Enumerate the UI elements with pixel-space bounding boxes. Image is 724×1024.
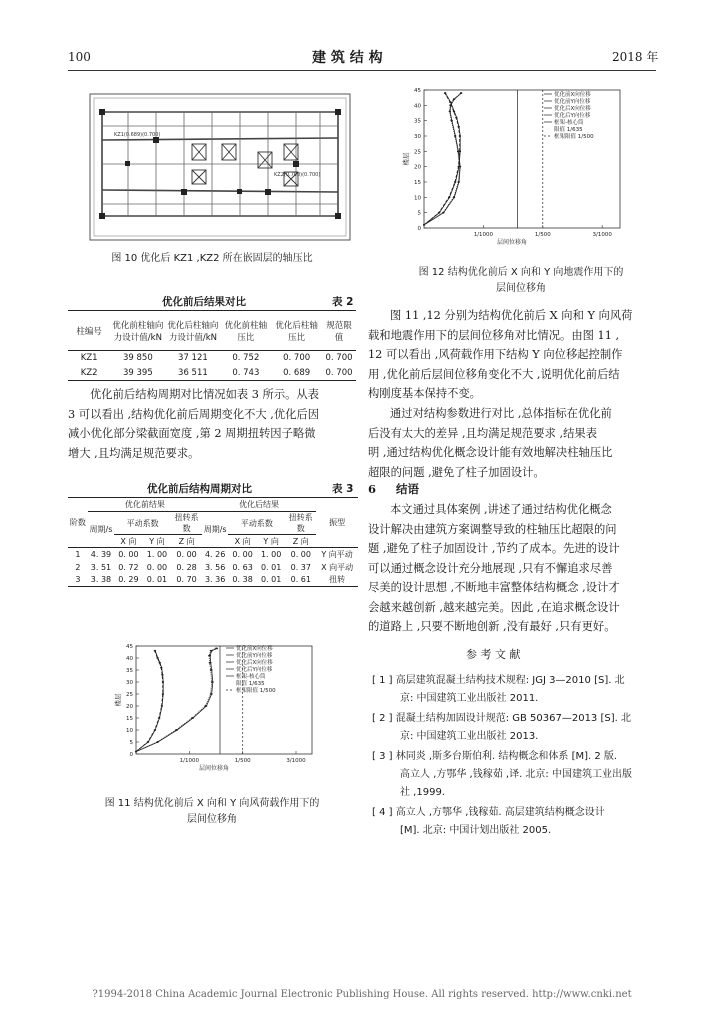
section-6-heading [368,481,419,497]
t3-cell: 0. 70 [176,575,197,585]
t3-sub-x: X 向 [234,536,251,546]
data-point [423,224,425,226]
data-point [459,135,461,137]
year: 2018 年 [612,50,659,64]
text-line: 后没有太大的差异 ,且均满足规范要求 ,结果表 [368,426,598,440]
t3-cell: 3. 51 [90,562,112,572]
data-point [157,657,159,659]
text-line: 减小优化部分梁截面宽度 ,第 2 周期扭转因子略微 [68,427,316,440]
figure-10 [88,92,352,242]
t2-header-col: 优化后柱轴压比 [275,320,318,343]
kz2-label: KZ2(0.700)(0.700) [274,172,321,178]
data-point [192,717,194,719]
t3-sub-x: X 向 [120,536,137,546]
t3-cell: 0. 28 [176,562,197,572]
data-point [157,741,159,743]
t3-cell: 3. 36 [204,575,226,585]
y-tick-label: 5 [417,210,421,217]
journal-title: 建 筑 结 构 [312,50,383,66]
t3-cell: 扭转 [329,575,346,585]
series-line [136,648,217,751]
data-point [161,705,163,707]
t2-cell: KZ1 [80,353,98,364]
data-point [455,135,457,137]
y-tick-label: 0 [417,226,421,232]
t2-cell: 36 511 [178,367,208,378]
x-tick-label: 1/1000 [473,232,494,238]
data-point [154,729,156,731]
y-tick-label: 15 [126,716,133,722]
table-2-number: 表 2 [332,296,354,308]
reference-2 [372,710,656,746]
data-point [450,101,452,103]
text-line: 3 可以看出 ,结构优化前后周期变化不大 ,优化后因 [68,407,320,421]
data-point [209,655,211,657]
y-tick-label: 30 [126,680,133,686]
data-point [162,681,164,683]
t3-cell: 0. 01 [146,575,168,585]
legend-entry: 限值 1/635 [236,681,265,687]
t3-header-period: 周期/s [88,512,114,548]
data-point [135,751,137,753]
figure-11-caption [68,796,356,828]
data-point [212,681,214,683]
legend-entry: 框架限值 1/500 [554,134,594,140]
t3-cell: 0. 61 [290,575,311,585]
legend-entry: 优化后X向位移 [236,660,273,666]
y-tick-label: 30 [414,134,421,140]
text-line: 可以通过概念设计充分地展现 ,只有不懈追求尽善 [368,561,613,575]
text-line: 明 ,通过结构优化概念设计能有效地解决柱轴压比 [368,446,613,459]
t3-header-mode: 振型 [316,498,358,548]
t3-cell: 4. 26 [204,549,226,559]
data-point [211,669,213,671]
y-tick-label: 20 [414,164,421,171]
text-line: 增大 ,且均满足规范要求。 [68,446,200,460]
y-tick-label: 40 [414,103,421,110]
t3-cell: 1. 00 [260,549,282,559]
t3-cell: 0. 00 [232,549,253,559]
figure-12-caption [386,265,656,297]
data-point [211,693,213,695]
data-point [206,705,208,707]
data-point [161,667,163,669]
text-line: 设计解决由建筑方案调整导致的柱轴压比超限的问 [368,522,617,536]
t3-cell: 3 [75,575,81,585]
t2-cell: 0. 689 [283,367,311,378]
y-tick-label: 5 [129,740,133,746]
data-point [450,104,452,106]
data-point [458,181,460,183]
table-3-title: 优化前后结构周期对比 [147,483,252,495]
series-line [424,93,460,225]
t3-cell: 0. 01 [260,575,282,585]
t3-cell: 0. 00 [118,549,139,559]
figure-12-chart [396,84,638,252]
t3-sub-y: Y 向 [263,536,279,546]
t3-group-before: 优化前结果 [88,498,202,512]
ref-line: [ 1 ] 高层建筑混凝土结构技术规程: JGJ 3—2010 [S]. 北 [372,675,625,686]
legend-entry: 优化后Y向位移 [236,667,273,673]
t2-cell: 39 395 [122,367,153,378]
data-point [216,648,218,650]
data-point [159,662,161,664]
y-tick-label: 10 [414,195,421,202]
y-tick-label: 15 [414,180,421,186]
section-number: 6 [368,482,377,496]
y-tick-label: 40 [126,656,133,662]
text-line: 题 ,避免了柱子加固设计 ,节约了成本。先进的设计 [368,542,620,555]
reference-1 [372,672,656,708]
header-rule [68,70,656,71]
kz1-label: KZ1(0.689)(0.700) [114,132,161,138]
x-tick-label: 1/500 [534,232,551,238]
t3-cell: 1. 00 [146,549,168,559]
paragraph-conclusion [368,500,656,637]
legend-entry: 优化前X向位移 [554,92,591,98]
legend-entry: 框架-核心筒 [554,120,584,126]
t3-cell: 0. 01 [260,562,282,572]
t2-cell: 0. 752 [232,353,260,364]
text-line: 尽美的设计思想 ,不断地丰富整体结构概念 ,设计才 [368,581,620,594]
t3-header-trans: 平动系数 [228,512,285,535]
t2-header-col: 规范限值 [326,320,352,343]
text-line: 载和地震作用下的层间位移角对比情况。由图 11 , [368,328,620,342]
data-point [162,674,164,676]
text-line: 的道路上 ,只要不断地创新 ,没有最好 ,只有更好。 [368,620,616,633]
y-axis-label: 楼层 [402,152,410,166]
t2-header-col: 优化前柱轴向力设计值/kN [112,320,164,343]
t3-cell: 3. 56 [204,562,226,572]
ref-line: 京: 中国建筑工业出版社 2013. [400,731,539,742]
t2-header-col: 优化后柱轴向力设计值/kN [167,320,219,343]
data-point [162,693,164,695]
data-point [456,117,458,119]
t2-cell: 0. 743 [232,367,260,378]
ref-line: [ 3 ] 林同炎 ,斯多台斯伯利. 结构概念和体系 [M]. 2 版. [372,751,618,762]
caption-line: 图 12 结构优化前后 X 向和 Y 向地震作用下的 [418,267,624,278]
x-axis-label: 层间位移角 [496,239,528,246]
t3-sub-z: Z 向 [178,536,195,546]
text-line: 本文通过具体案例 ,讲述了通过结构优化概念 [390,503,612,516]
t3-cell: 0. 00 [146,562,168,572]
data-point [458,126,460,128]
data-point [459,150,461,152]
t2-header-col: 柱编号 [76,326,102,337]
paragraph-drift-comparison [368,306,656,404]
legend-entry: 框架限值 1/500 [236,688,276,694]
data-point [439,212,441,214]
t2-cell: 37 121 [178,353,208,364]
t2-cell: 0. 700 [325,353,353,364]
paragraph-parameter-comparison [368,404,656,482]
text-line: 12 可以看出 ,风荷载作用下结构 Y 向位移起控制作 [368,348,623,361]
table-3-number: 表 3 [332,483,354,495]
ref-line: [M]. 北京: 中国计划出版社 2005. [400,825,552,836]
t3-cell: Y 向平动 [321,549,353,559]
y-tick-label: 45 [126,644,133,650]
text-line: 会越来越创新 ,越来越完美。因此 ,在追求概念设计 [368,600,620,614]
t3-cell: 1 [75,549,81,559]
data-point [444,92,446,94]
t3-header-tors: 扭转系数 [171,512,202,535]
data-point [461,92,463,94]
data-point [449,196,451,198]
t3-cell: 0. 72 [118,562,139,572]
t3-cell: 4. 39 [90,549,112,559]
table-row [68,574,358,587]
y-tick-label: 35 [414,118,421,125]
t2-cell: KZ2 [80,367,98,378]
data-point [458,150,460,152]
floor-plan-drawing [88,92,352,242]
t2-cell: 0. 700 [283,353,311,364]
t3-cell: X 向平动 [321,562,354,572]
text-line: 超限的问题 ,避免了柱子加固设计。 [368,465,545,479]
x-tick-label: 1/1000 [179,758,200,764]
ref-line: [ 2 ] 混凝土结构加固设计规范: GB 50367—2013 [S]. 北 [372,713,631,724]
data-point [451,120,453,122]
table-2 [68,310,356,381]
series-line [136,648,216,751]
ref-line: [ 4 ] 高立人 ,方鄂华 ,钱稼茹. 高层建筑结构概念设计 [372,807,605,818]
y-tick-label: 10 [126,728,133,734]
paragraph-period-comparison [68,385,358,463]
t2-cell: 39 850 [122,353,153,364]
figure-11-chart [108,640,330,776]
data-point [449,111,451,113]
t3-cell: 3. 38 [90,575,112,585]
t2-cell: 0. 700 [325,367,353,378]
t3-cell: 0. 37 [290,562,311,572]
x-tick-label: 1/500 [234,758,251,764]
t3-cell: 2 [75,562,81,572]
x-axis-label: 层间位移角 [198,765,230,772]
text-line: 构刚度基本保持不变。 [368,387,481,400]
legend-entry: 优化后Y向位移 [554,113,591,119]
table-2-title: 优化前后结果对比 [162,296,246,308]
text-line: 图 11 ,12 分别为结构优化前后 X 向和 Y 向风荷 [390,309,633,322]
t3-sub-y: Y 向 [149,536,165,546]
ref-line: 社 ,1999. [400,787,445,798]
data-point [147,741,149,743]
legend-entry: 优化前Y向位移 [554,99,591,105]
y-tick-label: 35 [126,668,133,674]
y-axis-label: 楼层 [114,693,122,707]
data-point [459,166,461,168]
text-line: 用 ,优化前后层间位移角变化不大 ,说明优化前后结 [368,367,620,381]
page-number: 100 [68,50,91,64]
text-line: 优化前后结构周期对比情况如表 3 所示。从表 [90,388,320,401]
t3-header-order: 阶数 [68,498,88,548]
table-row [68,548,358,561]
t3-cell: 0. 63 [232,562,253,572]
data-point [453,196,455,198]
t3-header-period: 周期/s [202,512,228,548]
series-line [424,93,461,225]
ref-line: 高立人 ,方鄂华 ,钱稼茹 ,译. 北京: 中国建筑工业出版 [400,769,632,780]
y-tick-label: 25 [414,149,421,156]
t3-cell: 0. 00 [176,549,197,559]
t3-sub-z: Z 向 [292,536,309,546]
table-row [68,351,356,366]
t3-cell: 0. 29 [118,575,139,585]
data-point [453,111,455,113]
series-line [424,93,461,225]
data-point [455,181,457,183]
data-point [211,650,213,652]
table-3 [68,497,358,587]
t3-header-trans: 平动系数 [114,512,171,535]
t3-header-tors: 扭转系数 [285,512,316,535]
series-line [424,93,460,225]
legend-entry: 优化后X向位移 [554,106,591,112]
legend-entry: 优化前X向位移 [236,646,273,652]
data-point [154,650,156,652]
data-point [443,212,445,214]
y-tick-label: 25 [126,692,133,698]
data-point [176,729,178,731]
y-tick-label: 20 [126,704,133,710]
text-line: 通过对结构参数进行对比 ,总体指标在优化前 [390,407,612,420]
data-point [453,98,455,100]
section-title: 结语 [396,482,420,496]
series-line [136,651,163,752]
t3-cell: 0. 00 [290,549,311,559]
y-tick-label: 45 [414,88,421,94]
references-title: 参 考 文 献 [466,648,521,661]
series-line [136,651,163,752]
table-row [68,366,356,381]
t3-cell: 0. 38 [232,575,253,585]
t2-header-col: 优化前柱轴压比 [224,320,268,343]
y-tick-label: 0 [129,752,133,758]
data-point [159,717,161,719]
legend-entry: 限值 1/635 [554,127,583,133]
legend-entry: 优化前Y向位移 [236,653,273,659]
x-tick-label: 3/1000 [592,232,612,238]
data-point [210,662,212,664]
caption-line: 层间位移角 [496,283,546,294]
x-tick-label: 3/1000 [286,758,306,764]
table-row [68,561,358,574]
ref-line: 京: 中国建筑工业出版社 2011. [400,693,539,704]
caption-line: 层间位移角 [187,814,237,825]
figure-10-caption: 图 10 优化后 KZ1 ,KZ2 所在嵌固层的轴压比 [111,253,313,264]
copyright-footer: ?1994-2018 China Academic Journal Electronic Publishing House. All rights reserved. http://www.cnki.net [92,989,632,1000]
reference-4 [372,804,656,840]
legend-entry: 框架-核心筒 [236,674,266,680]
t3-group-after: 优化后结果 [202,498,316,512]
caption-line: 图 11 结构优化前后 X 向和 Y 向风荷载作用下的 [104,798,320,809]
reference-3 [372,748,656,802]
